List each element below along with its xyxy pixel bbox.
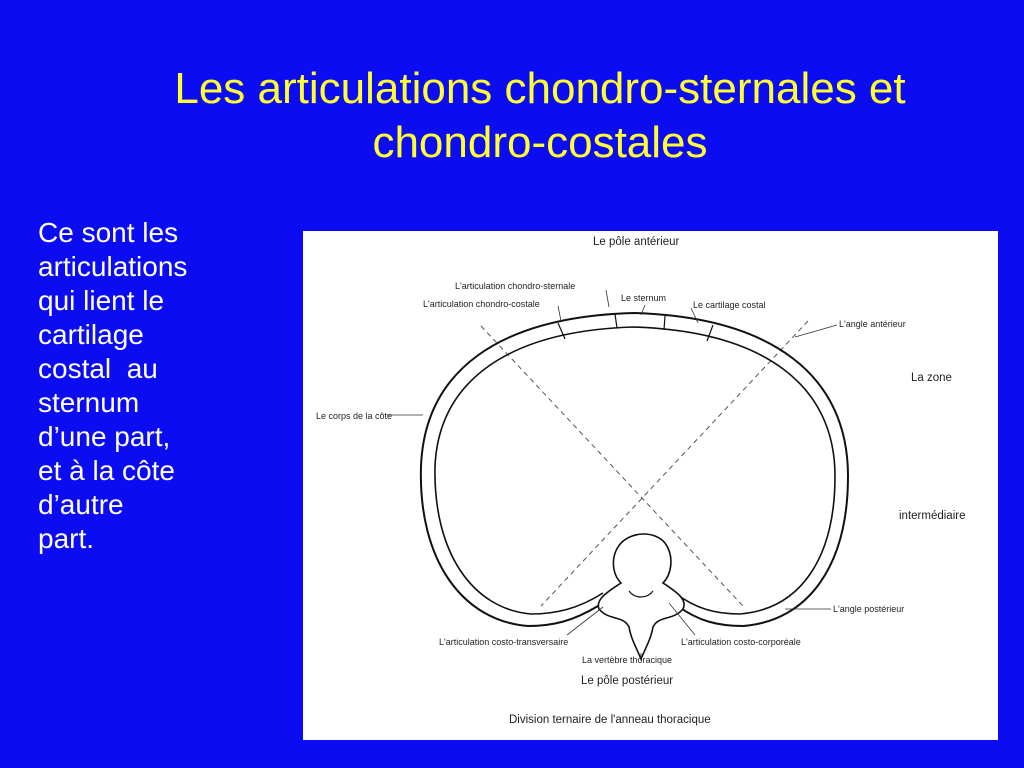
label-angle-anterieur: L'angle antérieur [839, 319, 906, 329]
label-corps-cote: Le corps de la côte [316, 411, 393, 421]
figure-caption: Division ternaire de l'anneau thoracique [509, 714, 711, 726]
label-vertebre-thoracique: La vertèbre thoracique [582, 655, 673, 665]
body-line: cartilage [38, 319, 144, 350]
leader-angle-anterieur [795, 325, 837, 337]
label-pole-anterieur: Le pôle antérieur [593, 236, 680, 248]
body-line: et à la côte [38, 455, 175, 486]
slide-title-line-2: chondro-costales [372, 118, 708, 167]
slide-title-line-1: Les articulations chondro-sternales et [174, 64, 906, 113]
leader-chondro-costale [558, 306, 561, 321]
body-line: sternum [38, 387, 140, 418]
thoracic-ring-figure [303, 231, 998, 740]
body-text [38, 216, 268, 556]
label-art-costo-corporeale: L'articulation costo-corporéale [681, 637, 801, 647]
label-art-chondro-sternale: L'articulation chondro-sternale [455, 281, 576, 291]
body-line: d’autre [38, 489, 124, 520]
label-intermediaire: intermédiaire [899, 510, 966, 522]
body-line: Ce sont les [38, 217, 179, 248]
tick-cartilage [707, 325, 713, 341]
tick-chondro-sternale [615, 314, 617, 328]
body-line: costal au [38, 353, 158, 384]
leader-chondro-sternale [606, 290, 609, 307]
body-line: articulations [38, 251, 188, 282]
leader-cartilage [691, 308, 698, 323]
label-angle-posterieur: L'angle postérieur [833, 604, 905, 614]
label-cartilage-costal: Le cartilage costal [693, 300, 766, 310]
label-art-costo-transversaire: L'articulation costo-transversaire [439, 637, 569, 647]
body-line: qui lient le [38, 285, 165, 316]
label-la-zone: La zone [911, 372, 952, 384]
body-line: d’une part, [38, 421, 171, 452]
division-line-right [541, 321, 808, 606]
thoracic-ring-diagram [303, 231, 998, 740]
slide-title [60, 62, 1020, 170]
leader-costo-transversaire [567, 607, 603, 635]
division-line-left [481, 326, 743, 606]
label-sternum: Le sternum [621, 293, 667, 303]
label-pole-posterieur: Le pôle postérieur [581, 675, 674, 687]
label-art-chondro-costale: L'articulation chondro-costale [423, 299, 540, 309]
body-line: part. [38, 523, 95, 554]
tick-sternum-end [664, 316, 665, 330]
